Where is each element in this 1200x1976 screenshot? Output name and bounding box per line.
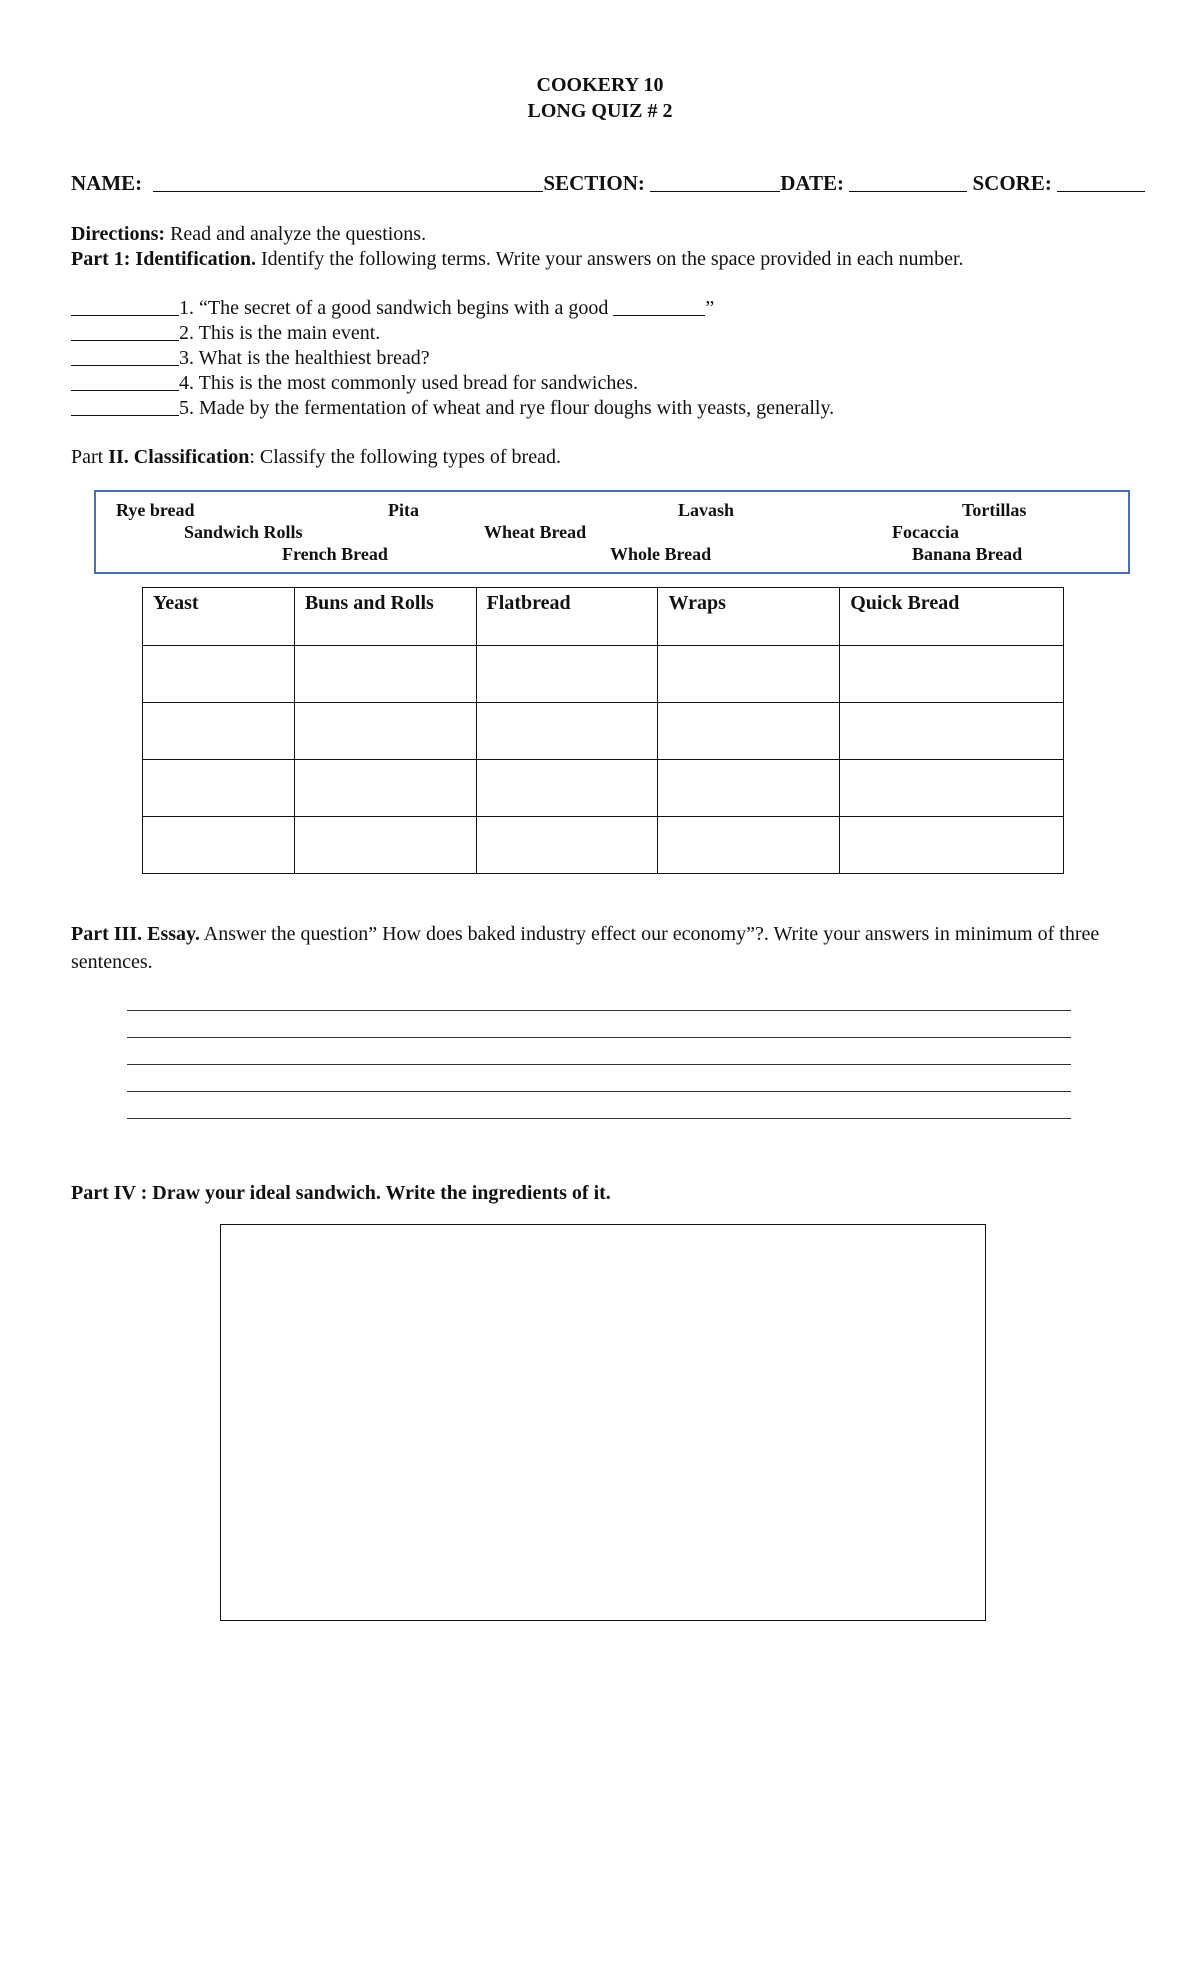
name-field[interactable] bbox=[153, 171, 543, 192]
quiz-title: LONG QUIZ # 2 bbox=[527, 100, 673, 122]
column-header: Flatbread bbox=[476, 588, 658, 646]
table-header-row bbox=[143, 588, 1064, 646]
answer-cell[interactable] bbox=[143, 646, 295, 703]
directions-line bbox=[71, 222, 964, 247]
item-text: “The secret of a good sandwich begins with a good bbox=[194, 297, 614, 319]
list-item bbox=[71, 296, 834, 321]
answer-cell[interactable] bbox=[476, 760, 658, 817]
answer-cell[interactable] bbox=[476, 703, 658, 760]
word-item: Wheat Bread bbox=[484, 522, 587, 542]
table-row bbox=[143, 817, 1064, 874]
part2-prefix: Part bbox=[71, 446, 109, 468]
essay-line[interactable] bbox=[127, 1010, 1071, 1011]
answer-cell[interactable] bbox=[476, 817, 658, 874]
answer-cell[interactable] bbox=[294, 817, 476, 874]
answer-cell[interactable] bbox=[294, 703, 476, 760]
answer-cell[interactable] bbox=[143, 760, 295, 817]
score-label: SCORE: bbox=[972, 171, 1052, 195]
name-label: NAME: bbox=[71, 171, 143, 195]
directions-block bbox=[71, 222, 964, 272]
item-text-end: ” bbox=[705, 297, 715, 319]
word-item: Pita bbox=[388, 500, 419, 520]
section-field[interactable] bbox=[650, 171, 780, 192]
directions-text: Read and analyze the questions. bbox=[165, 223, 427, 245]
student-info-line bbox=[71, 171, 1145, 196]
answer-cell[interactable] bbox=[840, 817, 1064, 874]
answer-blank-4[interactable] bbox=[71, 372, 179, 391]
part3-block bbox=[71, 920, 1131, 976]
part3-label: Part III. Essay. bbox=[71, 923, 200, 945]
table-row bbox=[143, 646, 1064, 703]
word-item: Tortillas bbox=[962, 500, 1027, 520]
essay-line[interactable] bbox=[127, 1037, 1071, 1038]
list-item bbox=[71, 321, 834, 346]
word-item: Whole Bread bbox=[610, 544, 712, 564]
classification-table bbox=[142, 587, 1064, 874]
part2-instructions: : Classify the following types of bread. bbox=[249, 446, 561, 468]
answer-cell[interactable] bbox=[294, 760, 476, 817]
answer-cell[interactable] bbox=[658, 646, 840, 703]
list-item bbox=[71, 396, 834, 421]
item-number: 4. bbox=[179, 372, 194, 394]
directions-label: Directions: bbox=[71, 223, 166, 245]
essay-line[interactable] bbox=[127, 1118, 1071, 1119]
word-item: Lavash bbox=[678, 500, 735, 520]
answer-cell[interactable] bbox=[143, 817, 295, 874]
column-header: Yeast bbox=[143, 588, 295, 646]
word-item: French Bread bbox=[282, 544, 388, 564]
column-header: Wraps bbox=[658, 588, 840, 646]
essay-line[interactable] bbox=[127, 1091, 1071, 1092]
part4-heading: Part IV : Draw your ideal sandwich. Write the ingredients of it. bbox=[71, 1182, 611, 1204]
part3-question: Answer the question” How does baked industry effect our economy”?. Write your answers in minimum of three sentences. bbox=[71, 923, 1100, 973]
identification-list bbox=[71, 296, 834, 421]
answer-cell[interactable] bbox=[658, 703, 840, 760]
table-row bbox=[143, 760, 1064, 817]
inline-blank bbox=[613, 297, 705, 316]
item-number: 1. bbox=[179, 297, 194, 319]
answer-cell[interactable] bbox=[294, 646, 476, 703]
date-label: DATE: bbox=[780, 171, 844, 195]
column-header: Buns and Rolls bbox=[294, 588, 476, 646]
item-text: This is the main event. bbox=[194, 322, 381, 344]
answer-cell[interactable] bbox=[658, 817, 840, 874]
part1-instructions: Identify the following terms. Write your answers on the space provided in each number. bbox=[255, 248, 964, 270]
item-number: 3. bbox=[179, 347, 194, 369]
word-item: Focaccia bbox=[892, 522, 959, 542]
date-field[interactable] bbox=[849, 171, 967, 192]
essay-line[interactable] bbox=[127, 1064, 1071, 1065]
answer-blank-2[interactable] bbox=[71, 322, 179, 341]
part2-heading bbox=[71, 446, 561, 469]
answer-cell[interactable] bbox=[840, 703, 1064, 760]
word-item: Rye bread bbox=[116, 500, 195, 520]
word-bank bbox=[94, 490, 1130, 574]
subject-title: COOKERY 10 bbox=[536, 74, 664, 96]
answer-cell[interactable] bbox=[840, 760, 1064, 817]
part1-heading bbox=[71, 247, 964, 272]
part2-label: II. Classification bbox=[108, 446, 250, 468]
answer-cell[interactable] bbox=[476, 646, 658, 703]
item-text: This is the most commonly used bread for sandwiches. bbox=[194, 372, 639, 394]
drawing-area[interactable] bbox=[220, 1224, 986, 1621]
answer-cell[interactable] bbox=[840, 646, 1064, 703]
answer-blank-5[interactable] bbox=[71, 397, 179, 416]
score-field[interactable] bbox=[1057, 171, 1145, 192]
item-number: 2. bbox=[179, 322, 194, 344]
answer-blank-1[interactable] bbox=[71, 297, 179, 316]
item-text: Made by the fermentation of wheat and rye flour doughs with yeasts, generally. bbox=[194, 397, 835, 419]
answer-blank-3[interactable] bbox=[71, 347, 179, 366]
part1-label: Part 1: Identification. bbox=[71, 248, 256, 270]
word-item: Sandwich Rolls bbox=[184, 522, 303, 542]
section-label: SECTION: bbox=[543, 171, 645, 195]
answer-cell[interactable] bbox=[143, 703, 295, 760]
item-number: 5. bbox=[179, 397, 194, 419]
column-header: Quick Bread bbox=[840, 588, 1064, 646]
table-row bbox=[143, 703, 1064, 760]
answer-cell[interactable] bbox=[658, 760, 840, 817]
title-block bbox=[0, 72, 1200, 124]
list-item bbox=[71, 371, 834, 396]
item-text: What is the healthiest bread? bbox=[194, 347, 430, 369]
list-item bbox=[71, 346, 834, 371]
word-item: Banana Bread bbox=[912, 544, 1023, 564]
